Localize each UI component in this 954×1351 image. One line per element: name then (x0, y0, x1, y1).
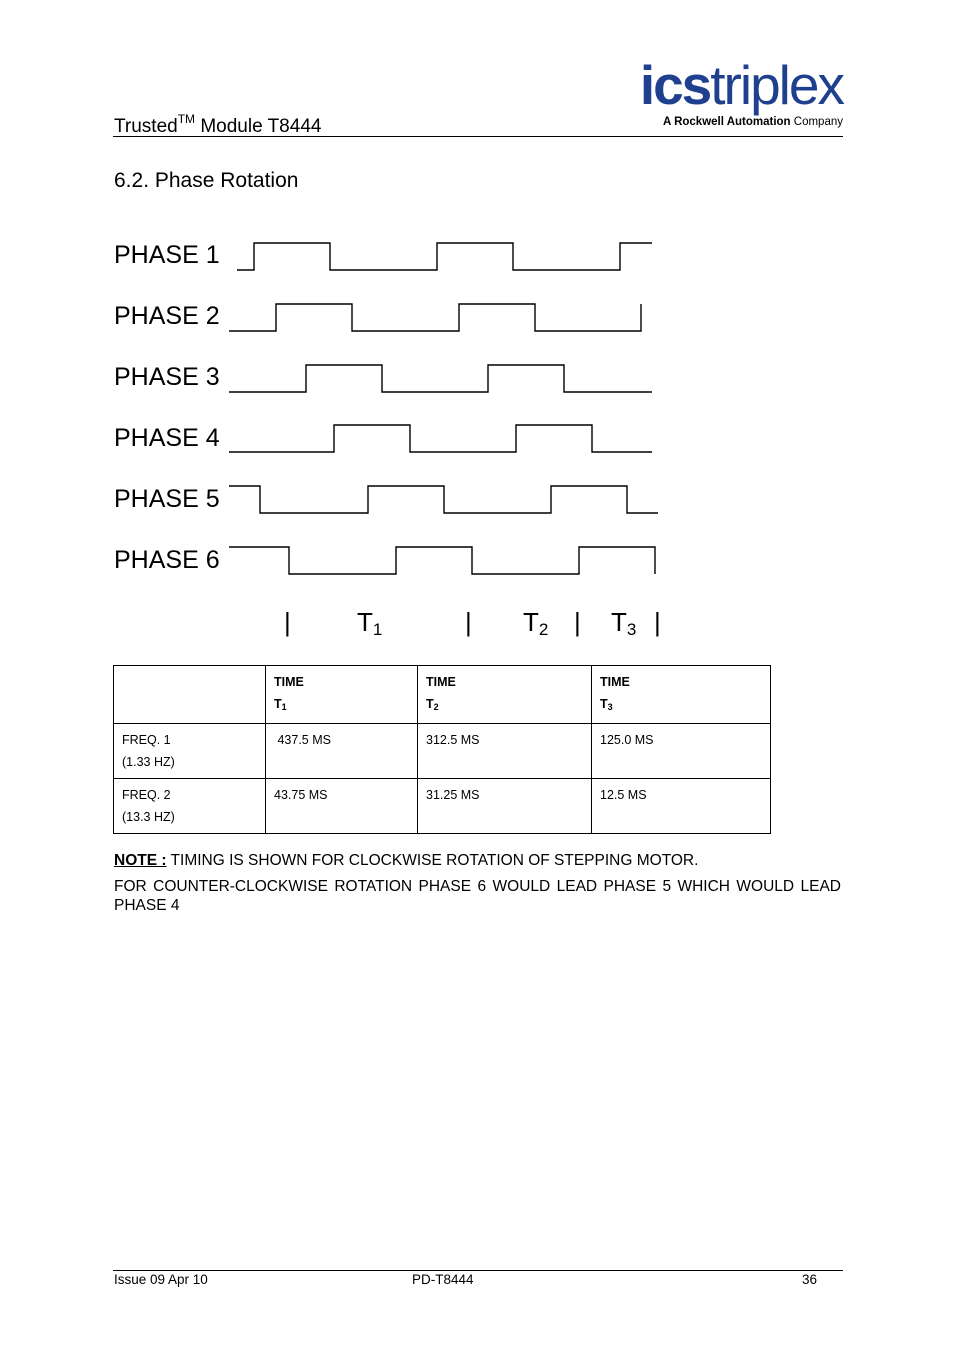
waveform-phase-3 (229, 365, 652, 392)
timing-table (113, 665, 771, 834)
timing-bar-3: | (574, 607, 581, 637)
note-line-1: NOTE : TIMING IS SHOWN FOR CLOCKWISE ROTATION OF STEPPING MOTOR. (114, 852, 699, 869)
table-cell: 43.75 MS (266, 779, 418, 834)
phase-label-6: PHASE 6 (114, 546, 220, 574)
section-title: 6.2. Phase Rotation (114, 169, 299, 192)
table-cell: 437.5 MS (266, 724, 418, 779)
timing-bar-4: | (654, 607, 661, 637)
table-header-cell: TIME $T_3$ (592, 666, 771, 724)
table-cell: 31.25 MS (418, 779, 592, 834)
table-cell: 312.5 MS (418, 724, 592, 779)
waveform-phase-5 (229, 486, 658, 513)
table-cell-freq: FREQ. 2 (13.3 HZ) (114, 779, 266, 834)
phase-label-2: PHASE 2 (114, 302, 220, 330)
timing-mark-t3: $T_3$ (611, 607, 637, 639)
phase-label-4: PHASE 4 (114, 424, 220, 452)
note-label: NOTE : (114, 852, 167, 869)
table-cell: 12.5 MS (592, 779, 771, 834)
waveform-phase-4 (229, 425, 652, 452)
table-cell: 125.0 MS (592, 724, 771, 779)
waveform-phase-1 (237, 243, 652, 270)
table-header-cell: TIME $T_2$ (418, 666, 592, 724)
waveform-phase-6 (229, 547, 655, 574)
phase-label-5: PHASE 5 (114, 485, 220, 513)
waveform-phase-2 (229, 304, 641, 331)
company-logo: icstriplex A Rockwell Automation Company (639, 54, 843, 128)
timing-mark-t2: $T_2$ (523, 607, 549, 639)
header-title: Trusted™ Module T8444 (114, 112, 322, 137)
footer-page-number: 36 (802, 1272, 818, 1287)
table-cell-freq: FREQ. 1 (1.33 HZ) (114, 724, 266, 779)
footer-doc-id: PD-T8444 (412, 1272, 474, 1287)
note-line-2: FOR COUNTER-CLOCKWISE ROTATION PHASE 6 WOULD LEAD PHASE 5 WHICH WOULD LEAD PHASE 4 (114, 878, 841, 914)
timing-bar-2: | (465, 607, 472, 637)
phase-label-1: PHASE 1 (114, 241, 220, 269)
table-header-cell: TIME $T_1$ (266, 666, 418, 724)
table-header-row (114, 666, 771, 724)
table-row (114, 779, 771, 834)
timing-mark-t1: $T_1$ (357, 607, 383, 639)
footer-divider (113, 1270, 843, 1271)
table-header-cell-empty (114, 666, 266, 724)
phase-label-3: PHASE 3 (114, 363, 220, 391)
table-row (114, 724, 771, 779)
footer-issue: Issue 09 Apr 10 (114, 1272, 208, 1287)
timing-bar-1: | (284, 607, 291, 637)
